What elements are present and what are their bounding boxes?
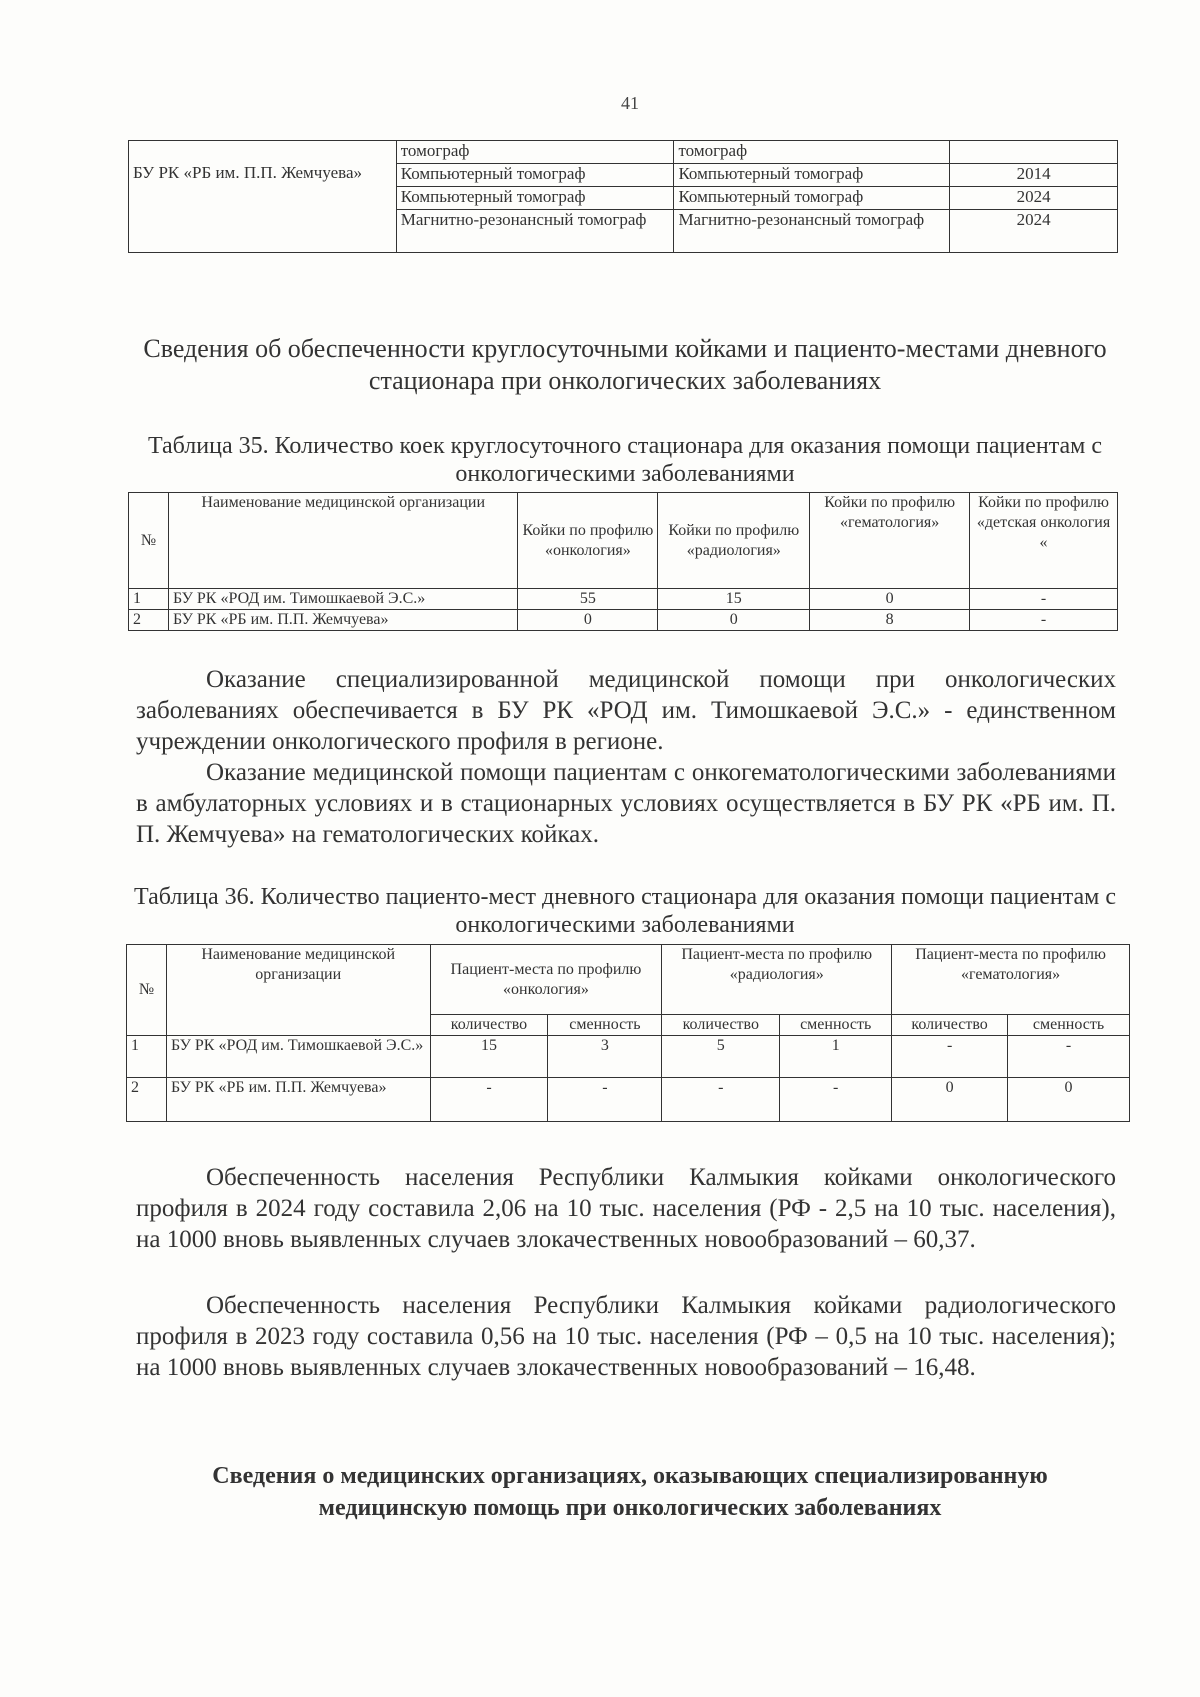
- header-cell: Пациент-места по профилю «гематология»: [892, 945, 1130, 1015]
- header-cell: №: [129, 493, 169, 589]
- subheader-cell: сменность: [1008, 1015, 1130, 1036]
- table-row: [129, 610, 1118, 631]
- paragraph: Обеспеченность населения Республики Калмыкия койками радиологического профиля в 2023 году составила 0,56 на 10 тыс. населения (РФ – 0,5 на 10 тыс. населения); на 1000 вновь выявленных случаев злокачественных новообразований – 16,48.: [136, 1292, 1116, 1381]
- table-cell: -: [430, 1078, 548, 1122]
- table-cell: БУ РК «РБ им. П.П. Жемчуева»: [166, 1078, 430, 1122]
- header-cell: Койки по профилю «радиология»: [658, 493, 810, 589]
- section-heading: Сведения о медицинских организациях, оказывающих специализированную медицинскую помощь при онкологических заболеваниях: [212, 1463, 1048, 1521]
- table-cell: 0: [810, 589, 970, 610]
- paragraph: Оказание медицинской помощи пациентам с онкогематологическими заболеваниями в амбулаторных условиях и в стационарных условиях осуществляется в БУ РК «РБ им. П. П. Жемчуева» на гематологических койках.: [136, 759, 1116, 848]
- header-cell: Койки по профилю «детская онкология «: [970, 493, 1118, 589]
- table-row: [129, 589, 1118, 610]
- paragraph: Оказание специализированной медицинской помощи при онкологических заболеваниях обеспечивается в БУ РК «РОД им. Тимошкаевой Э.С.» - единственном учреждении онкологического профиля в регионе.: [136, 666, 1116, 755]
- subheader-cell: сменность: [780, 1015, 892, 1036]
- table-cell: 1: [129, 589, 169, 610]
- table-cell: томограф: [674, 141, 950, 164]
- subheader-cell: количество: [892, 1015, 1008, 1036]
- table36-caption: Таблица 36. Количество пациенто-мест дневного стационара для оказания помощи пациентам с онкологическими заболеваниями: [134, 884, 1116, 938]
- header-cell: Наименование медицинской организации: [168, 493, 517, 589]
- table-cell: 15: [430, 1036, 548, 1078]
- table-cell: 2: [127, 1078, 167, 1122]
- header-cell: Пациент-места по профилю «онкология»: [430, 945, 662, 1015]
- table-cell: 8: [810, 610, 970, 631]
- header-cell: №: [127, 945, 167, 1036]
- table-cell: БУ РК «РБ им. П.П. Жемчуева»: [168, 610, 517, 631]
- table-row: [129, 141, 1118, 164]
- header-cell: Пациент-места по профилю «радиология»: [662, 945, 892, 1015]
- table-cell: 2014: [950, 164, 1118, 187]
- table-header-row: [127, 945, 1130, 1015]
- table-cell: томограф: [396, 141, 674, 164]
- table-cell: 1: [127, 1036, 167, 1078]
- table-cell: 1: [780, 1036, 892, 1078]
- table-cell: Компьютерный томограф: [396, 164, 674, 187]
- org-name: БУ РК «РБ им. П.П. Жемчуева»: [133, 163, 363, 182]
- table-row: [127, 1036, 1130, 1078]
- subheader-cell: количество: [430, 1015, 548, 1036]
- table-cell: -: [970, 589, 1118, 610]
- table-cell: 5: [662, 1036, 780, 1078]
- table-cell: -: [1008, 1036, 1130, 1078]
- table-cell: Компьютерный томограф: [674, 187, 950, 210]
- table-36: [126, 944, 1130, 1122]
- table-row: [127, 1078, 1130, 1122]
- table-cell: 0: [658, 610, 810, 631]
- table-cell: 2: [129, 610, 169, 631]
- table-cell: БУ РК «РОД им. Тимошкаевой Э.С.»: [166, 1036, 430, 1078]
- paragraph: Обеспеченность населения Республики Калмыкия койками онкологического профиля в 2024 году составила 2,06 на 10 тыс. населения (РФ - 2,5 на 10 тыс. населения), на 1000 вновь выявленных случаев злокачественных новообразований – 60,37.: [136, 1164, 1116, 1253]
- table-cell: БУ РК «РОД им. Тимошкаевой Э.С.»: [168, 589, 517, 610]
- header-cell: Наименование медицинской организации: [166, 945, 430, 1036]
- table-cell: -: [970, 610, 1118, 631]
- header-cell: Койки по профилю «гематология»: [810, 493, 970, 589]
- subheader-cell: количество: [662, 1015, 780, 1036]
- table-cell: -: [548, 1078, 662, 1122]
- equipment-table: [128, 140, 1118, 253]
- table-cell: 3: [548, 1036, 662, 1078]
- page-number: 41: [621, 93, 639, 113]
- table-cell: -: [892, 1036, 1008, 1078]
- table35-caption: Таблица 35. Количество коек круглосуточного стационара для оказания помощи пациентам с онкологическими заболеваниями: [147, 433, 1103, 487]
- table-cell: -: [780, 1078, 892, 1122]
- table-cell: 55: [518, 589, 658, 610]
- table-header-row: [129, 493, 1118, 589]
- table-cell: -: [662, 1078, 780, 1122]
- header-cell: Койки по профилю «онкология»: [518, 493, 658, 589]
- table-cell: 15: [658, 589, 810, 610]
- section-title: Сведения об обеспеченности круглосуточными койками и пациенто-местами дневного стационара при онкологических заболеваниях: [143, 334, 1107, 395]
- table-cell: Компьютерный томограф: [396, 187, 674, 210]
- table-cell: 2024: [950, 187, 1118, 210]
- table-cell: Компьютерный томограф: [674, 164, 950, 187]
- table-cell: [129, 141, 397, 253]
- table-cell: 2024: [950, 210, 1118, 253]
- table-cell: 0: [892, 1078, 1008, 1122]
- subheader-cell: сменность: [548, 1015, 662, 1036]
- table-cell: 0: [1008, 1078, 1130, 1122]
- table-cell: Магнитно-резонансный томограф: [396, 210, 674, 253]
- table-cell: Магнитно-резонансный томограф: [674, 210, 950, 253]
- table-cell: 0: [518, 610, 658, 631]
- table-cell: [950, 141, 1118, 164]
- table-35: [128, 492, 1118, 631]
